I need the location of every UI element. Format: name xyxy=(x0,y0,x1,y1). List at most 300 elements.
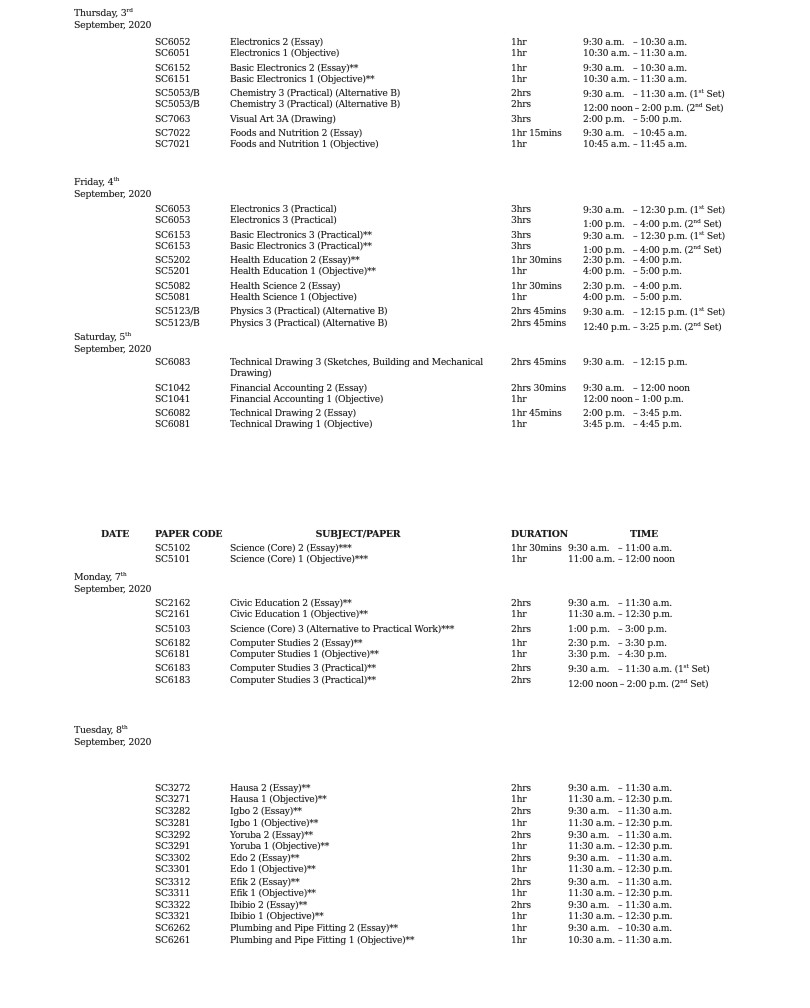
duration-cell: 2hrs 45mins xyxy=(511,317,567,329)
time-end: – 1:00 p.m. xyxy=(634,393,684,405)
paper-group xyxy=(155,543,810,566)
section-rows xyxy=(155,572,810,690)
paper-code-cell: SC6081 xyxy=(155,419,191,431)
duration-cell: 1hr xyxy=(511,794,527,806)
table-row xyxy=(155,99,810,115)
paper-code-cell: SC5103 xyxy=(155,623,191,635)
time-cell xyxy=(568,649,667,660)
paper-code-cell: SC6053 xyxy=(155,215,191,227)
time-end: – 11:30 a.m. (1st Set) xyxy=(633,89,725,101)
paper-code-cell: SC6182 xyxy=(155,637,191,649)
date-day-line: Saturday, 5th xyxy=(74,331,132,343)
section-rows xyxy=(155,8,810,151)
table-row xyxy=(155,841,810,852)
time-end: – 12:15 p.m. (1st Set) xyxy=(633,307,725,319)
time-end: – 12:30 p.m. xyxy=(618,817,673,829)
time-start: 9:30 a.m. xyxy=(583,62,625,74)
duration-cell: 1hr 30mins xyxy=(511,280,562,292)
time-cell xyxy=(568,864,672,875)
time-cell xyxy=(568,888,672,899)
time-end: – 11:30 a.m. xyxy=(618,900,672,912)
date-label xyxy=(74,177,151,200)
time-cell xyxy=(568,554,675,565)
paper-code-cell: SC3281 xyxy=(155,817,191,829)
paper-code-cell: SC6052 xyxy=(155,37,191,48)
time-end: – 4:00 p.m. xyxy=(633,255,682,267)
paper-group xyxy=(155,853,810,875)
table-row xyxy=(155,864,810,875)
paper-code-cell: SC5202 xyxy=(155,255,191,267)
paper-group xyxy=(155,63,810,86)
date-month-line: September, 2020 xyxy=(74,343,152,355)
time-start: 2:00 p.m. xyxy=(583,408,625,420)
paper-group xyxy=(155,306,810,333)
table-row xyxy=(155,394,810,405)
table-row xyxy=(155,853,810,864)
time-start: 11:30 a.m. xyxy=(568,794,615,806)
time-cell xyxy=(568,638,667,649)
time-end: – 11:45 a.m. xyxy=(633,139,687,151)
time-cell xyxy=(583,419,682,430)
table-row xyxy=(155,624,810,635)
paper-code-cell: SC6262 xyxy=(155,923,191,935)
duration-cell: 2hrs xyxy=(511,623,531,635)
table-row xyxy=(155,649,810,660)
duration-cell: 1hr xyxy=(511,292,527,304)
time-end: – 4:00 p.m. xyxy=(633,280,682,292)
time-cell xyxy=(568,935,672,946)
time-cell xyxy=(583,103,723,114)
subject-paper-cell: Efik 2 (Essay)** xyxy=(230,876,300,888)
time-end: – 11:30 a.m. xyxy=(633,73,687,85)
table-row xyxy=(155,543,810,554)
subject-paper-cell: Science (Core) 1 (Objective)*** xyxy=(230,554,368,566)
duration-cell: 2hrs xyxy=(511,88,531,100)
time-cell xyxy=(568,877,672,888)
subject-paper-cell: Computer Studies 3 (Practical)** xyxy=(230,674,376,686)
paper-code-cell: SC1042 xyxy=(155,382,191,394)
time-start: 9:30 a.m. xyxy=(568,598,610,609)
table-row xyxy=(155,37,810,48)
time-start: 4:00 p.m. xyxy=(583,266,625,278)
duration-cell: 1hr xyxy=(511,841,527,853)
paper-code-cell: SC3291 xyxy=(155,841,191,853)
time-cell xyxy=(568,679,708,690)
table-row xyxy=(155,408,810,419)
subject-paper-cell: Technical Drawing 2 (Essay) xyxy=(230,408,356,420)
table-row xyxy=(155,266,810,277)
time-start: 9:30 a.m. xyxy=(568,806,610,818)
section-saturday-5th-september xyxy=(0,332,810,434)
time-end: – 11:30 a.m. xyxy=(618,876,672,888)
time-start: 11:30 a.m. xyxy=(568,887,615,899)
paper-group xyxy=(155,408,810,431)
subject-paper-cell: Computer Studies 1 (Objective)** xyxy=(230,649,379,661)
paper-code-cell: SC5101 xyxy=(155,554,191,566)
subject-paper-cell: Foods and Nutrition 1 (Objective) xyxy=(230,139,379,151)
subject-paper-cell: Financial Accounting 2 (Essay) xyxy=(230,382,367,394)
subject-paper-cell: Health Education 2 (Essay)** xyxy=(230,255,360,267)
duration-cell: 1hr xyxy=(511,48,527,60)
table-row xyxy=(155,88,810,99)
duration-cell: 1hr 30mins xyxy=(511,255,562,267)
subject-paper-cell: Hausa 1 (Objective)** xyxy=(230,794,327,806)
time-end: – 11:00 a.m. xyxy=(618,543,672,554)
duration-cell: 3hrs xyxy=(511,229,531,241)
column-header-paper-code: PAPER CODE xyxy=(155,529,223,540)
duration-cell: 1hr xyxy=(511,649,527,661)
time-end: – 11:30 a.m. xyxy=(618,829,672,841)
paper-code-cell: SC3292 xyxy=(155,829,191,841)
time-end: – 12:30 p.m. xyxy=(618,911,673,923)
table-row xyxy=(155,317,810,333)
subject-paper-cell: Electronics 3 (Practical) xyxy=(230,204,337,215)
subject-paper-cell: Yoruba 2 (Essay)** xyxy=(230,829,313,841)
time-start: 9:30 a.m. xyxy=(568,543,610,554)
table-row xyxy=(155,114,810,125)
duration-cell: 1hr xyxy=(511,934,527,946)
time-start: 9:30 a.m. xyxy=(583,307,625,319)
duration-cell: 3hrs xyxy=(511,215,531,227)
duration-cell: 1hr xyxy=(511,393,527,405)
table-row xyxy=(155,783,810,794)
time-start: 12:40 p.m. xyxy=(583,321,631,333)
time-start: 9:30 a.m. xyxy=(568,664,610,676)
time-cell xyxy=(583,89,725,100)
time-start: 2:30 p.m. xyxy=(568,637,610,649)
time-cell xyxy=(583,231,725,242)
section-rows xyxy=(155,725,810,946)
time-start: 10:30 a.m. xyxy=(583,48,630,60)
time-start: 2:30 p.m. xyxy=(583,280,625,292)
duration-cell: 2hrs xyxy=(511,674,531,686)
paper-code-cell: SC2162 xyxy=(155,598,191,609)
paper-code-cell: SC3321 xyxy=(155,911,191,923)
subject-paper-cell: Health Education 1 (Objective)** xyxy=(230,266,376,278)
section-rows xyxy=(155,332,810,431)
section-thursday-3rd-september xyxy=(0,8,810,154)
subject-paper-cell: Computer Studies 2 (Essay)** xyxy=(230,637,363,649)
time-cell xyxy=(583,292,682,303)
subject-paper-cell: Ibibio 1 (Objective)** xyxy=(230,911,324,923)
paper-group xyxy=(155,830,810,852)
duration-cell: 1hr xyxy=(511,554,527,566)
table-row xyxy=(155,830,810,841)
time-start: 11:30 a.m. xyxy=(568,609,615,621)
table-row xyxy=(155,419,810,430)
paper-code-cell: SC3272 xyxy=(155,783,191,794)
time-end: – 12:30 p.m. xyxy=(618,841,673,853)
time-end: – 11:30 a.m. (1st Set) xyxy=(618,664,710,676)
duration-cell: 1hr xyxy=(511,817,527,829)
time-start: 9:30 a.m. xyxy=(583,37,625,48)
duration-cell: 1hr xyxy=(511,73,527,85)
column-header-date: DATE xyxy=(101,529,130,540)
subject-paper-cell: Hausa 2 (Essay)** xyxy=(230,783,311,794)
time-cell xyxy=(583,128,687,139)
duration-cell: 2hrs xyxy=(511,806,531,818)
table-row xyxy=(155,609,810,620)
duration-cell: 2hrs 30mins xyxy=(511,382,567,394)
table-row xyxy=(155,794,810,805)
subject-paper-cell: Health Science 1 (Objective) xyxy=(230,292,357,304)
time-end: – 4:00 p.m. (2nd Set) xyxy=(633,244,722,256)
time-cell xyxy=(568,598,672,609)
time-cell xyxy=(568,783,672,794)
paper-group xyxy=(155,877,810,899)
table-row xyxy=(155,230,810,241)
date-month-line: September, 2020 xyxy=(74,188,152,200)
date-label xyxy=(74,572,151,595)
time-cell xyxy=(568,923,672,934)
table-row xyxy=(155,935,810,946)
paper-code-cell: SC6053 xyxy=(155,204,191,215)
time-end: – 2:00 p.m. (2nd Set) xyxy=(619,678,709,690)
subject-paper-cell: Foods and Nutrition 2 (Essay) xyxy=(230,128,363,140)
duration-cell: 3hrs xyxy=(511,113,531,125)
time-end: – 3:45 p.m. xyxy=(633,408,682,420)
time-cell xyxy=(568,818,672,829)
paper-code-cell: SC5053/B xyxy=(155,88,200,100)
section-rows xyxy=(155,177,810,333)
subject-paper-cell: Plumbing and Pipe Fitting 2 (Essay)** xyxy=(230,923,398,935)
paper-code-cell: SC7063 xyxy=(155,113,191,125)
time-cell xyxy=(568,841,672,852)
time-end: – 5:00 p.m. xyxy=(633,292,682,304)
time-start: 2:00 p.m. xyxy=(583,113,625,125)
paper-group xyxy=(155,806,810,828)
time-start: 12:00 noon xyxy=(583,103,633,115)
time-end: – 12:30 p.m. xyxy=(618,794,673,806)
time-cell xyxy=(583,266,682,277)
section-friday-4th-september xyxy=(0,177,810,332)
subject-paper-cell: Physics 3 (Practical) (Alternative B) xyxy=(230,306,388,318)
time-cell xyxy=(583,48,687,59)
table-row xyxy=(155,240,810,256)
table-row xyxy=(155,911,810,922)
paper-group xyxy=(155,204,810,231)
paper-code-cell: SC5053/B xyxy=(155,99,200,111)
paper-code-cell: SC1041 xyxy=(155,393,191,405)
paper-group xyxy=(155,88,810,115)
paper-code-cell: SC3282 xyxy=(155,806,191,818)
paper-code-cell: SC6183 xyxy=(155,674,191,686)
date-day-line: Thursday, 3rd xyxy=(74,7,133,19)
subject-paper-cell: Technical Drawing 1 (Objective) xyxy=(230,419,373,431)
paper-code-cell: SC5201 xyxy=(155,266,191,278)
time-start: 12:00 noon xyxy=(583,393,633,405)
paper-group xyxy=(155,383,810,406)
time-cell xyxy=(568,794,672,805)
duration-cell: 2hrs xyxy=(511,663,531,675)
time-end: – 11:30 a.m. xyxy=(618,806,672,818)
section-monday-7th-september xyxy=(0,572,810,689)
duration-cell: 1hr xyxy=(511,37,527,48)
subject-paper-cell: Technical Drawing 3 (Sketches, Building and Mechanical Drawing) xyxy=(230,357,483,380)
subject-paper-cell: Basic Electronics 3 (Practical)** xyxy=(230,240,372,252)
paper-group xyxy=(155,624,810,635)
section-tuesday-8th-september xyxy=(0,725,810,947)
time-end: – 12:30 p.m. xyxy=(618,609,673,621)
duration-cell: 2hrs xyxy=(511,876,531,888)
time-start: 4:00 p.m. xyxy=(583,292,625,304)
time-start: 11:30 a.m. xyxy=(568,864,615,876)
subject-paper-cell: Yoruba 1 (Objective)** xyxy=(230,841,330,853)
date-month-line: September, 2020 xyxy=(74,736,152,748)
subject-paper-cell: Edo 1 (Objective)** xyxy=(230,864,316,876)
time-end: – 2:00 p.m. (2nd Set) xyxy=(634,103,724,115)
subject-paper-cell: Physics 3 (Practical) (Alternative B) xyxy=(230,317,388,329)
section-column-headers-science-core xyxy=(0,529,810,569)
time-start: 9:30 a.m. xyxy=(583,128,625,140)
time-end: – 12:00 noon xyxy=(618,554,675,566)
subject-paper-cell: Civic Education 2 (Essay)** xyxy=(230,598,352,609)
duration-cell: 1hr xyxy=(511,62,527,74)
subject-paper-cell: Electronics 3 (Practical) xyxy=(230,215,337,227)
duration-cell: 1hr xyxy=(511,923,527,935)
paper-code-cell: SC5123/B xyxy=(155,317,200,329)
date-label xyxy=(74,332,151,355)
time-end: – 10:30 a.m. xyxy=(633,62,687,74)
paper-group xyxy=(155,783,810,805)
subject-paper-cell: Civic Education 1 (Objective)** xyxy=(230,609,368,621)
time-end: – 3:25 p.m. (2nd Set) xyxy=(633,321,722,333)
time-cell xyxy=(583,281,682,292)
paper-code-cell: SC6151 xyxy=(155,73,191,85)
table-row xyxy=(155,900,810,911)
table-row xyxy=(155,888,810,899)
time-start: 9:30 a.m. xyxy=(583,357,625,368)
paper-code-cell: SC3322 xyxy=(155,900,191,912)
paper-group xyxy=(155,114,810,125)
time-cell xyxy=(568,830,672,841)
paper-code-cell: SC6261 xyxy=(155,934,191,946)
paper-code-cell: SC5081 xyxy=(155,292,191,304)
table-row xyxy=(155,306,810,317)
paper-code-cell: SC6083 xyxy=(155,357,191,368)
duration-cell: 2hrs xyxy=(511,598,531,609)
table-row xyxy=(155,638,810,649)
subject-paper-cell: Electronics 1 (Objective) xyxy=(230,48,340,60)
time-cell xyxy=(583,245,722,256)
table-row xyxy=(155,818,810,829)
time-cell xyxy=(568,543,672,554)
table-row xyxy=(155,204,810,215)
time-end: – 12:00 noon xyxy=(633,382,690,394)
time-cell xyxy=(583,205,725,216)
subject-paper-cell: Science (Core) 3 (Alternative to Practical Work)*** xyxy=(230,623,455,635)
paper-code-cell: SC3302 xyxy=(155,853,191,865)
time-end: – 5:00 p.m. xyxy=(633,266,682,278)
paper-code-cell: SC7022 xyxy=(155,128,191,140)
table-row xyxy=(155,383,810,394)
time-cell xyxy=(568,911,672,922)
time-end: – 11:30 a.m. xyxy=(618,934,672,946)
duration-cell: 2hrs xyxy=(511,783,531,794)
table-row xyxy=(155,598,810,609)
time-start: 3:30 p.m. xyxy=(568,649,610,661)
subject-paper-cell: Basic Electronics 1 (Objective)** xyxy=(230,73,375,85)
paper-group xyxy=(155,357,810,380)
time-end: – 10:45 a.m. xyxy=(633,128,687,140)
duration-cell: 2hrs 45mins xyxy=(511,306,567,318)
time-end: – 12:15 p.m. xyxy=(633,357,688,368)
paper-group xyxy=(155,663,810,690)
table-row xyxy=(155,255,810,266)
column-header-subject-paper: SUBJECT/PAPER xyxy=(315,529,401,540)
duration-cell: 1hr xyxy=(511,266,527,278)
time-start: 11:30 a.m. xyxy=(568,841,615,853)
time-start: 9:30 a.m. xyxy=(568,783,610,794)
time-cell xyxy=(583,307,725,318)
time-cell xyxy=(568,609,672,620)
paper-code-cell: SC3312 xyxy=(155,876,191,888)
date-label xyxy=(74,725,151,748)
duration-cell: 1hr 15mins xyxy=(511,128,562,140)
subject-paper-cell: Computer Studies 3 (Practical)** xyxy=(230,663,376,675)
subject-paper-cell: Chemistry 3 (Practical) (Alternative B) xyxy=(230,99,401,111)
duration-cell: 1hr xyxy=(511,887,527,899)
time-end: – 12:30 p.m. xyxy=(618,864,673,876)
table-row xyxy=(155,48,810,59)
time-start: 9:30 a.m. xyxy=(568,853,610,865)
time-cell xyxy=(583,139,687,150)
subject-paper-cell: Igbo 2 (Essay)** xyxy=(230,806,302,818)
time-end: – 4:00 p.m. (2nd Set) xyxy=(633,219,722,231)
time-cell xyxy=(583,383,690,394)
duration-cell: 1hr xyxy=(511,419,527,431)
table-row xyxy=(155,877,810,888)
paper-group xyxy=(155,638,810,661)
paper-code-cell: SC3271 xyxy=(155,794,191,806)
time-start: 9:30 a.m. xyxy=(568,923,610,935)
subject-paper-cell: Basic Electronics 3 (Practical)** xyxy=(230,229,372,241)
time-cell xyxy=(568,853,672,864)
duration-cell: 1hr xyxy=(511,139,527,151)
time-cell xyxy=(583,255,682,266)
paper-code-cell: SC3301 xyxy=(155,864,191,876)
time-cell xyxy=(568,664,710,675)
time-end: – 10:30 a.m. xyxy=(633,37,687,48)
paper-group xyxy=(155,128,810,151)
duration-cell: 1hr xyxy=(511,864,527,876)
time-start: 9:30 a.m. xyxy=(583,89,625,101)
time-start: 11:00 a.m. xyxy=(568,554,615,566)
subject-paper-cell: Electronics 2 (Essay) xyxy=(230,37,323,48)
time-start: 2:30 p.m. xyxy=(583,255,625,267)
table-row xyxy=(155,923,810,934)
duration-cell: 1hr xyxy=(511,911,527,923)
time-cell xyxy=(568,624,667,635)
date-day-line: Friday, 4th xyxy=(74,176,120,188)
time-start: 1:00 p.m. xyxy=(568,623,610,635)
paper-group xyxy=(155,229,810,256)
date-day-line: Monday, 7th xyxy=(74,571,127,583)
time-end: – 11:30 a.m. xyxy=(618,598,672,609)
paper-group xyxy=(155,598,810,621)
time-cell xyxy=(583,63,687,74)
duration-cell: 2hrs xyxy=(511,900,531,912)
time-start: 10:30 a.m. xyxy=(568,934,615,946)
subject-paper-cell: Ibibio 2 (Essay)** xyxy=(230,900,308,912)
paper-code-cell: SC5123/B xyxy=(155,306,200,318)
table-row xyxy=(155,674,810,690)
time-end: – 11:30 a.m. xyxy=(618,783,672,794)
paper-code-cell: SC6153 xyxy=(155,229,191,241)
duration-cell: 1hr xyxy=(511,609,527,621)
time-cell xyxy=(583,74,687,85)
time-start: 9:30 a.m. xyxy=(583,230,625,242)
